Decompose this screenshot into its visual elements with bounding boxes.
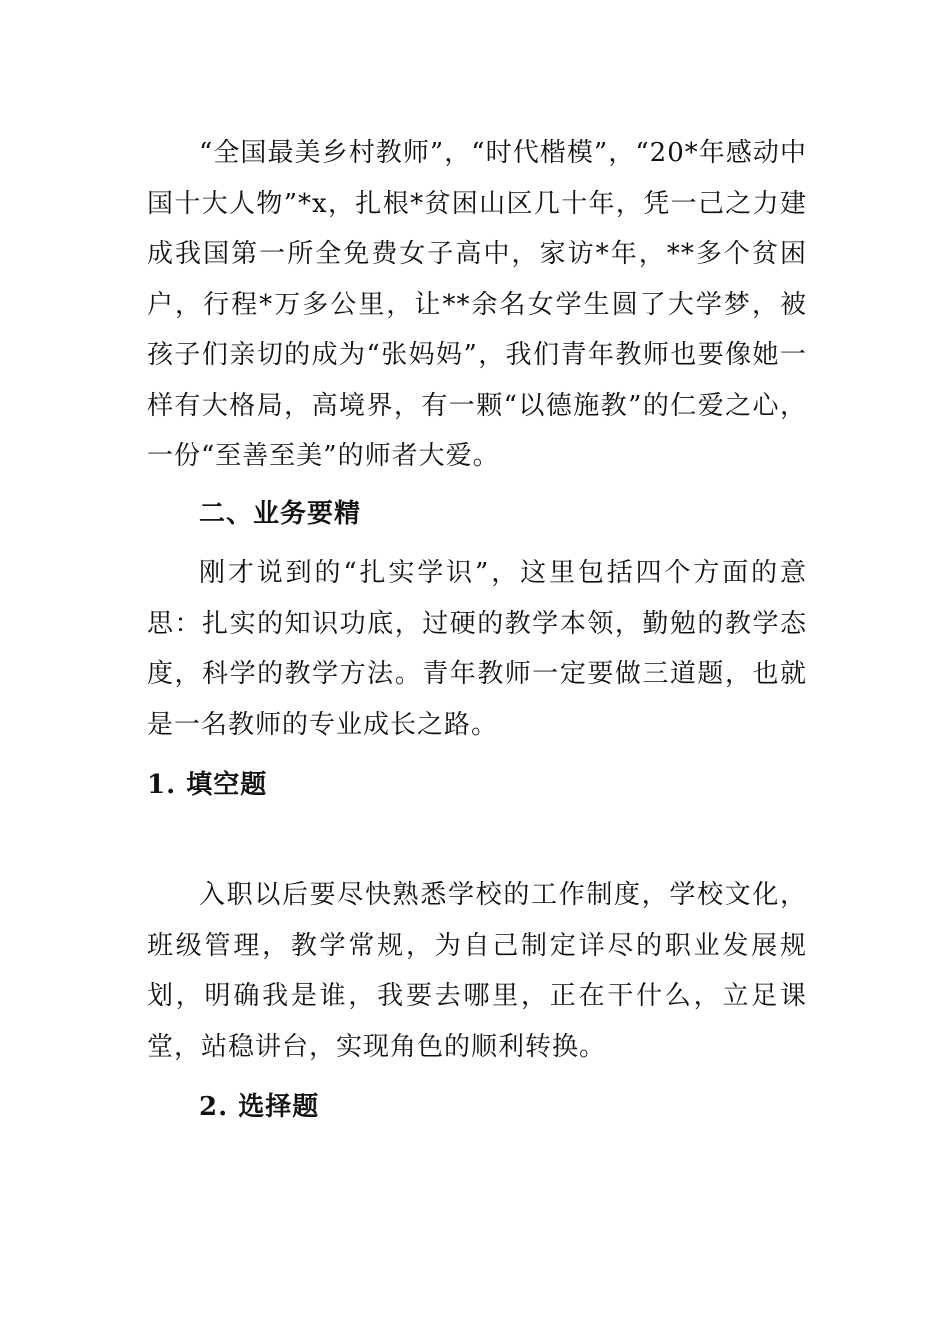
section-heading-business: 二、业务要精 [199, 499, 362, 529]
paragraph-model-teacher [147, 128, 807, 482]
paragraph-text: “全国最美乡村教师”，“时代楷模”，“20*年感动中国十大人物”*x，扎根*贫困山区几十年，凭一己之力建成我国第一所全免费女子高中，家访*年，**多个贫困户，行程*万多公里，让**余名女学生圆了大学梦，被孩子们亲切的成为“张妈妈”，我们青年教师也要像她一样有大格局，高境界，有一颗“以德施教”的仁爱之心，一份“至善至美”的师者大爱。 [147, 138, 807, 471]
paragraph-onboarding [147, 870, 807, 1072]
paragraph-solid-knowledge [147, 548, 807, 750]
subheading-fill-in-blank: 1. 填空题 [147, 770, 268, 800]
subheading-multiple-choice: 2. 选择题 [199, 1092, 320, 1122]
paragraph-text: 入职以后要尽快熟悉学校的工作制度，学校文化，班级管理，教学常规，为自己制定详尽的职业发展规划，明确我是谁，我要去哪里，正在干什么，立足课堂，站稳讲台，实现角色的顺利转换。 [147, 880, 807, 1062]
paragraph-text: 刚才说到的“扎实学识”，这里包括四个方面的意思：扎实的知识功底，过硬的教学本领，勤勉的教学态度，科学的教学方法。青年教师一定要做三道题，也就是一名教师的专业成长之路。 [147, 558, 807, 740]
